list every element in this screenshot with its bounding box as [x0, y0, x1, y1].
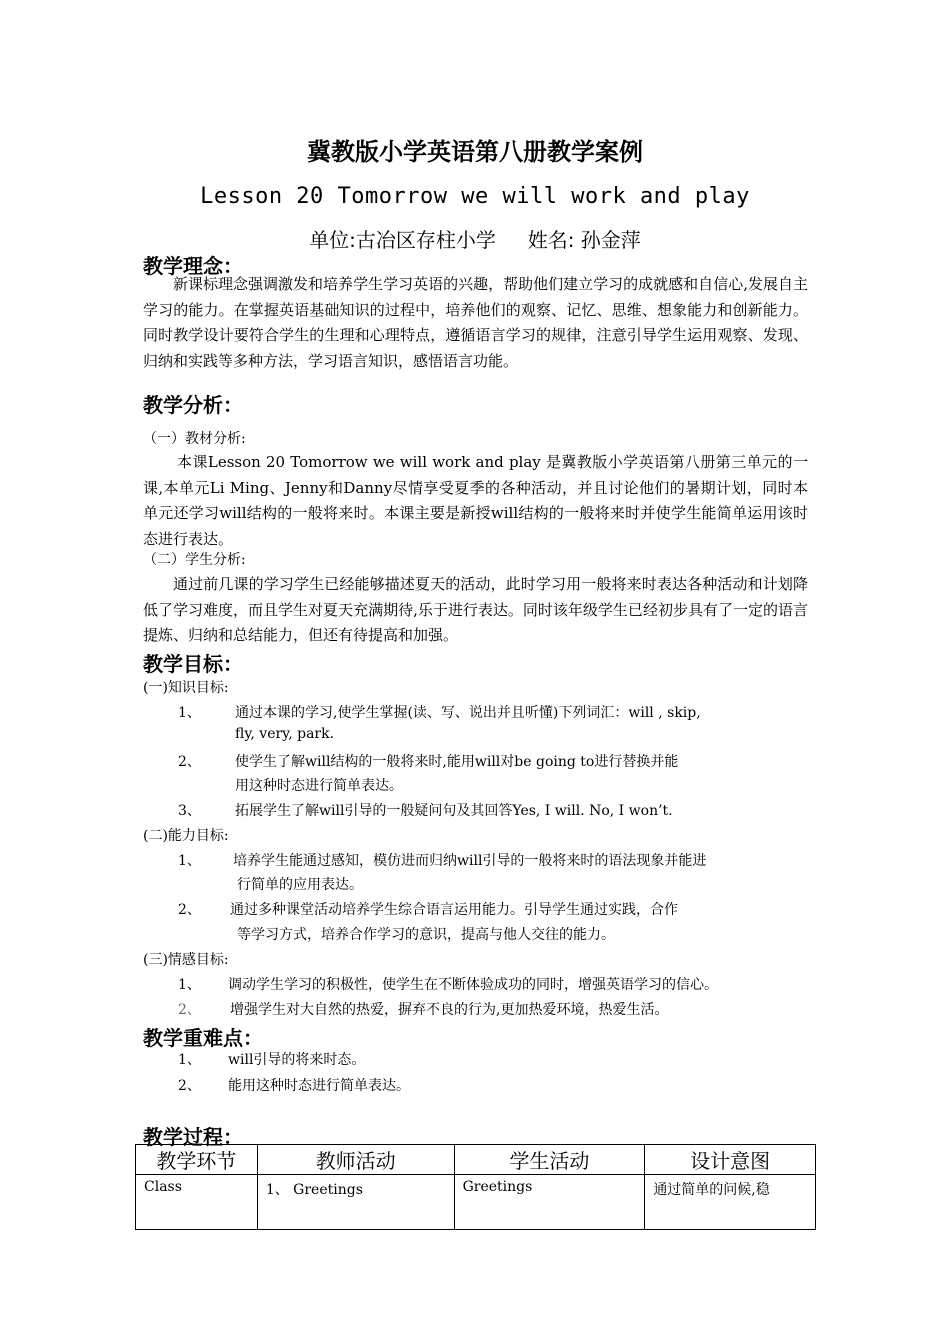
- heading-teaching-process: 教学过程：: [143, 1125, 243, 1149]
- heading-teaching-objectives: 教学目标：: [143, 652, 243, 676]
- lesson-title: Lesson 20 Tomorrow we will work and play: [200, 184, 750, 209]
- column-header-design-intent: 设计意图: [645, 1145, 816, 1175]
- key-point-1-number: 1、: [178, 1052, 201, 1068]
- ability-objectives-label: (二)能力目标:: [143, 828, 229, 844]
- table-cell-teacher-activity: 1、 Greetings: [257, 1175, 454, 1230]
- knowledge-item-3-number: 3、: [178, 803, 201, 819]
- subheading-material-analysis: （一）教材分析:: [143, 431, 246, 447]
- subheading-student-analysis: （二）学生分析:: [143, 552, 246, 568]
- material-analysis-paragraph: 本课Lesson 20 Tomorrow we will work and play 是冀教版小学英语第八册第三单元的一课,本单元Li Ming、Jenny和Danny尽情享受夏季的各种活动，并且讨论他们的暑期计划，同时本单元还学习will结构的一般将来时。本课主要是新授will结构的一般将来时并使学生能简单运用该时态进行表达。: [143, 453, 808, 548]
- table-row: [136, 1175, 816, 1230]
- emotion-item-1-number: 1、: [178, 977, 201, 993]
- knowledge-objectives-label: (一)知识目标:: [143, 680, 229, 696]
- heading-key-points: 教学重难点：: [143, 1026, 263, 1050]
- ability-item-1-line-2: 行简单的应用表达。: [237, 877, 363, 893]
- ability-item-2-number: 2、: [178, 902, 201, 918]
- column-header-student-activity: 学生活动: [454, 1145, 645, 1175]
- emotion-objectives-label: (三)情感目标:: [143, 952, 229, 968]
- column-header-teacher-activity: 教师活动: [257, 1145, 454, 1175]
- table-header-row: [136, 1145, 816, 1175]
- emotion-item-2-number: 2、: [178, 1002, 201, 1018]
- philosophy-paragraph: 新课标理念强调激发和培养学生学习英语的兴趣，帮助他们建立学习的成就感和自信心,发展自主学习的能力。在掌握英语基础知识的过程中，培养他们的观察、记忆、思维、想象能力和创新能力。同时教学设计要符合学生的生理和心理特点，遵循语言学习的规律，注意引导学生运用观察、发现、归纳和实践等多种方法，学习语言知识，感悟语言功能。: [143, 275, 808, 370]
- key-point-2-number: 2、: [178, 1078, 201, 1094]
- key-point-2-text: 能用这种时态进行简单表达。: [228, 1078, 410, 1094]
- heading-teaching-philosophy: 教学理念：: [143, 254, 243, 278]
- knowledge-item-1-line-2: fly, very, park.: [235, 726, 335, 742]
- student-analysis-paragraph: 通过前几课的学习学生已经能够描述夏天的活动，此时学习用一般将来时表达各种活动和计划降低了学习难度，而且学生对夏天充满期待,乐于进行表达。同时该年级学生已经初步具有了一定的语言提炼、归纳和总结能力，但还有待提高和加强。: [143, 575, 808, 644]
- knowledge-item-2-line-1: 使学生了解will结构的一般将来时,能用will对be going to进行替换并能: [235, 754, 679, 770]
- table-cell-design-intent: 通过简单的问候,稳: [645, 1175, 816, 1230]
- ability-item-1-number: 1、: [178, 853, 201, 869]
- key-point-1-text: will引导的将来时态。: [228, 1052, 366, 1068]
- knowledge-item-2-number: 2、: [178, 754, 201, 770]
- column-header-stage: 教学环节: [136, 1145, 258, 1175]
- author-line: 单位:古冶区存柱小学 姓名: 孙金萍: [309, 228, 641, 252]
- knowledge-item-1-number: 1、: [178, 705, 201, 721]
- heading-teaching-analysis: 教学分析：: [143, 393, 243, 417]
- emotion-item-2-text: 增强学生对大自然的热爱，摒弃不良的行为,更加热爱环境，热爱生活。: [230, 1002, 669, 1018]
- emotion-item-1-text: 调动学生学习的积极性，使学生在不断体验成功的同时，增强英语学习的信心。: [228, 977, 718, 993]
- knowledge-item-1-line-1: 通过本课的学习,使学生掌握(读、写、说出并且听懂)下列词汇：will , skip,: [235, 705, 701, 721]
- knowledge-item-3-line-1: 拓展学生了解will引导的一般疑问句及其回答Yes, I will. No, I won’t.: [235, 803, 673, 819]
- table-cell-student-activity: Greetings: [454, 1175, 645, 1230]
- teaching-process-table: [135, 1144, 816, 1230]
- ability-item-2-line-1: 通过多种课堂活动培养学生综合语言运用能力。引导学生通过实践，合作: [230, 902, 678, 918]
- knowledge-item-2-line-2: 用这种时态进行简单表达。: [235, 778, 403, 794]
- ability-item-2-line-2: 等学习方式，培养合作学习的意识，提高与他人交往的能力。: [237, 927, 615, 943]
- ability-item-1-line-1: 培养学生能通过感知，模仿进而归纳will引导的一般将来时的语法现象并能进: [233, 853, 707, 869]
- document-title: 冀教版小学英语第八册教学案例: [307, 138, 643, 166]
- table-cell-stage: Class: [136, 1175, 258, 1230]
